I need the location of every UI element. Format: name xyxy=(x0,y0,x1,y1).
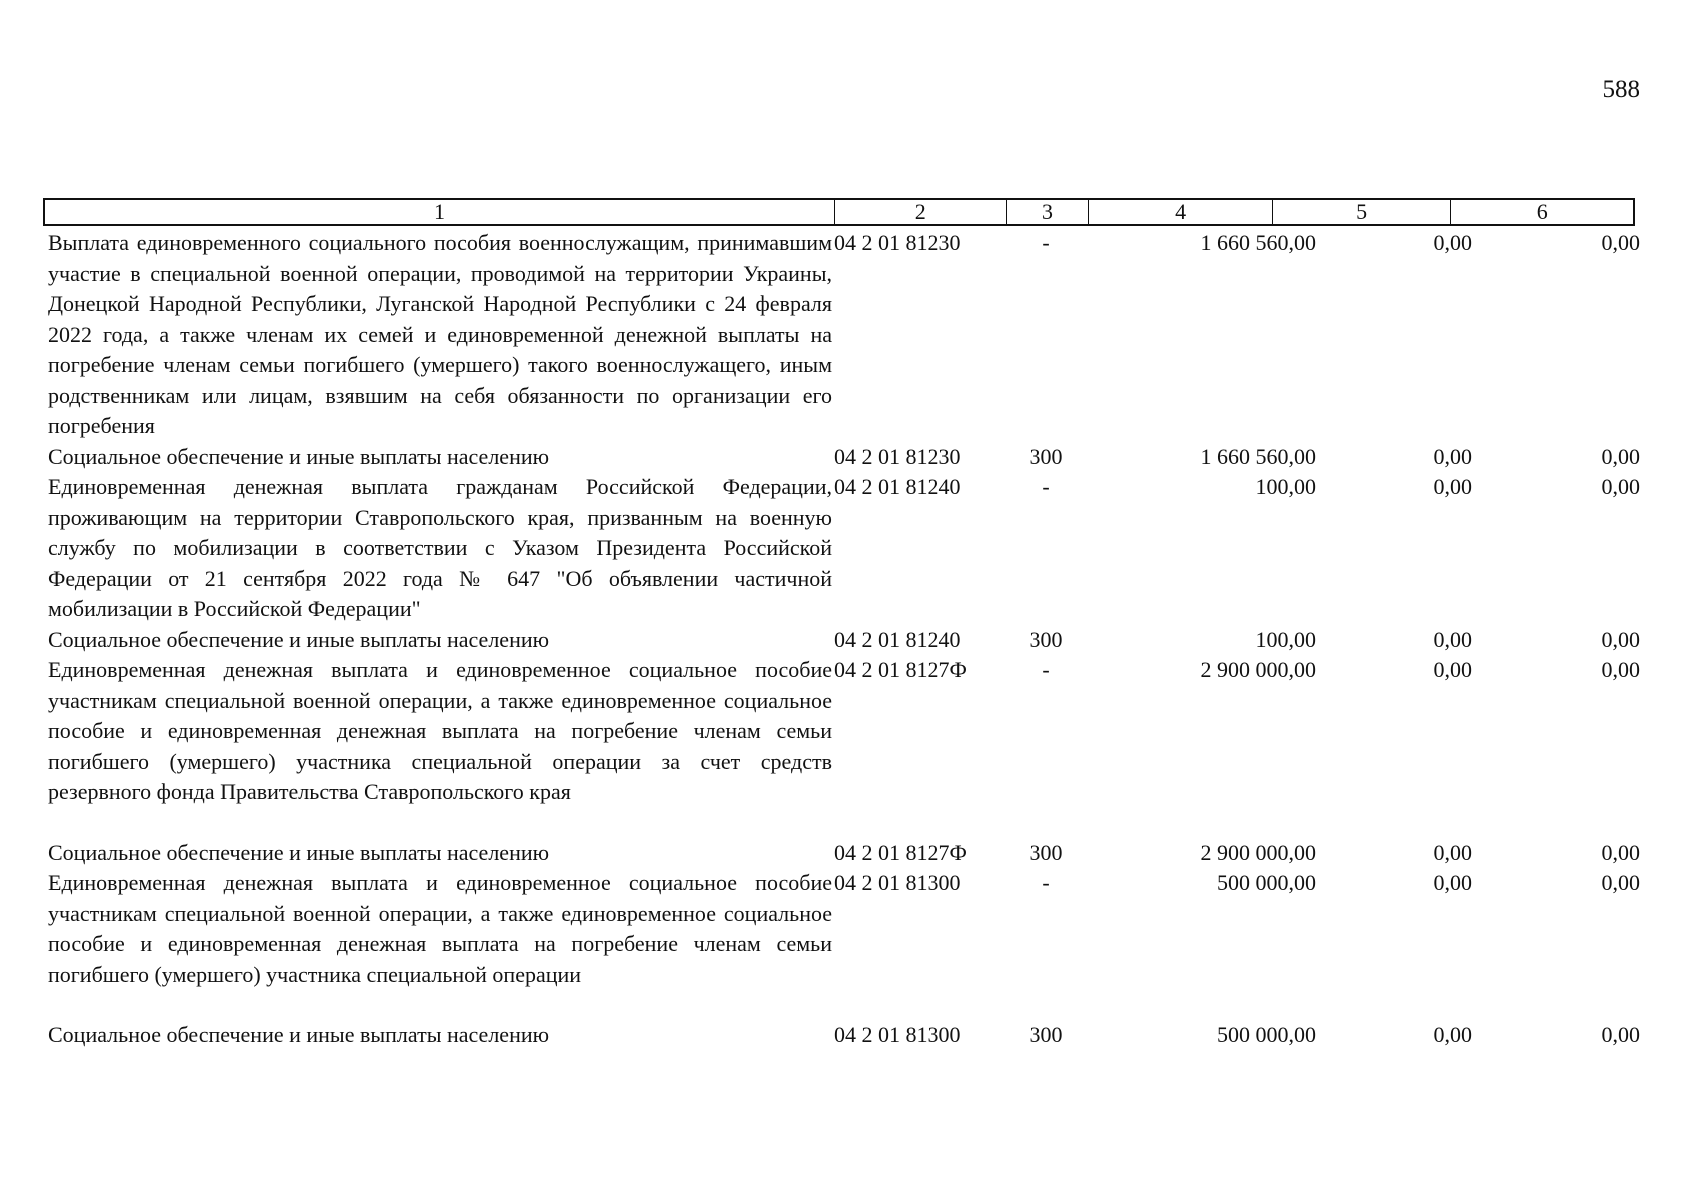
row-amount-col5: 0,00 xyxy=(1433,657,1472,682)
row-amount-col4: 2 900 000,00 xyxy=(1200,657,1316,682)
row-name: Социальное обеспечение и иные выплаты населению xyxy=(48,443,550,469)
row-name: Единовременная денежная выплата гражданам Российской Федерации, проживающим на территории Ставропольского края, призванным на военную службу по мобилизации в соответствии с Указом Президента Российской Федерации от 21 сентября 2022 года № 647 "Об объявлении частичной мобилизации в Российской Федерации" xyxy=(48,474,832,621)
row-type: - xyxy=(1042,657,1050,682)
row-code: 04 2 01 81230 xyxy=(834,443,961,469)
row-amount-col5: 0,00 xyxy=(1433,626,1472,652)
column-header-6: 6 xyxy=(1536,199,1548,224)
row-type: - xyxy=(1042,474,1050,499)
row-type: 300 xyxy=(1029,626,1063,652)
row-name: Единовременная денежная выплата и единовременное социальное пособие участникам специальной военной операции, а также единовременное социальное пособие и единовременная денежная выплата на погребение членам семьи погибшего (умершего) участника специальной операции за счет средств резервного фонда Правительства Ставропольского края xyxy=(48,657,832,804)
row-amount-col4: 2 900 000,00 xyxy=(1200,839,1316,865)
row-type: 300 xyxy=(1029,1022,1063,1047)
column-header-5: 5 xyxy=(1273,200,1452,224)
row-amount-col5: 0,00 xyxy=(1433,474,1472,499)
row-code: 04 2 01 81300 xyxy=(834,870,961,895)
row-name: Социальное обеспечение и иные выплаты населению xyxy=(48,1022,550,1047)
table-row xyxy=(48,655,1640,808)
table-row xyxy=(48,838,1640,869)
row-amount-col6: 0,00 xyxy=(1601,839,1640,865)
row-spacer xyxy=(48,990,1640,1020)
table-row xyxy=(48,625,1640,656)
table-row xyxy=(48,442,1640,473)
row-amount-col6: 0,00 xyxy=(1601,443,1640,469)
row-amount-col5: 0,00 xyxy=(1433,839,1472,865)
row-amount-col6: 0,00 xyxy=(1601,474,1640,499)
row-code: 04 2 01 81230 xyxy=(834,230,961,255)
row-type: 300 xyxy=(1029,839,1063,865)
column-header-1: 1 xyxy=(45,200,835,224)
row-amount-col5: 0,00 xyxy=(1433,870,1472,895)
row-code: 04 2 01 8127Ф xyxy=(834,839,967,865)
row-code: 04 2 01 8127Ф xyxy=(834,657,967,682)
column-header-2: 2 xyxy=(835,200,1007,224)
table-body xyxy=(48,228,1640,1051)
row-amount-col4: 1 660 560,00 xyxy=(1200,443,1316,469)
row-code: 04 2 01 81240 xyxy=(834,626,961,652)
row-amount-col6: 0,00 xyxy=(1601,1022,1640,1047)
row-amount-col5: 0,00 xyxy=(1433,230,1472,255)
table-row xyxy=(48,472,1640,625)
row-type: - xyxy=(1042,230,1050,255)
row-amount-col6: 0,00 xyxy=(1601,657,1640,682)
row-amount-col6: 0,00 xyxy=(1601,626,1640,652)
row-amount-col4: 500 000,00 xyxy=(1217,870,1316,895)
page-number: 588 xyxy=(1602,76,1640,103)
table-row xyxy=(48,868,1640,990)
row-amount-col6: 0,00 xyxy=(1601,870,1640,895)
row-code: 04 2 01 81300 xyxy=(834,1022,961,1047)
row-amount-col4: 100,00 xyxy=(1255,474,1316,499)
row-amount-col5: 0,00 xyxy=(1433,443,1472,469)
row-amount-col4: 500 000,00 xyxy=(1217,1022,1316,1047)
row-code: 04 2 01 81240 xyxy=(834,474,961,499)
table-row xyxy=(48,228,1640,442)
row-amount-col4: 100,00 xyxy=(1255,626,1316,652)
row-name: Социальное обеспечение и иные выплаты населению xyxy=(48,839,550,865)
row-amount-col5: 0,00 xyxy=(1433,1022,1472,1047)
table-header-row xyxy=(43,198,1635,226)
row-name: Выплата единовременного социального пособия военнослужащим, принимавшим участие в специальной военной операции, проводимой на территории Украины, Донецкой Народной Республики, Луганской Народной Республики с 24 февраля 2022 года, а также членам их семей и единовременной денежной выплаты на погребение членам семьи погибшего (умершего) такого военнослужащего, иным родственникам или лицам, взявшим на себя обязанности по организации его погребения xyxy=(48,230,832,438)
row-type: 300 xyxy=(1029,443,1063,469)
row-amount-col6: 0,00 xyxy=(1601,230,1640,255)
row-type: - xyxy=(1042,870,1050,895)
column-header-4: 4 xyxy=(1089,200,1273,224)
row-name: Единовременная денежная выплата и единовременное социальное пособие участникам специальной военной операции, а также единовременное социальное пособие и единовременная денежная выплата на погребение членам семьи погибшего (умершего) участника специальной операции xyxy=(48,870,832,987)
table-row xyxy=(48,1020,1640,1051)
column-header-3: 3 xyxy=(1007,200,1090,224)
row-spacer xyxy=(48,808,1640,838)
row-amount-col4: 1 660 560,00 xyxy=(1200,230,1316,255)
row-name: Социальное обеспечение и иные выплаты населению xyxy=(48,626,550,652)
